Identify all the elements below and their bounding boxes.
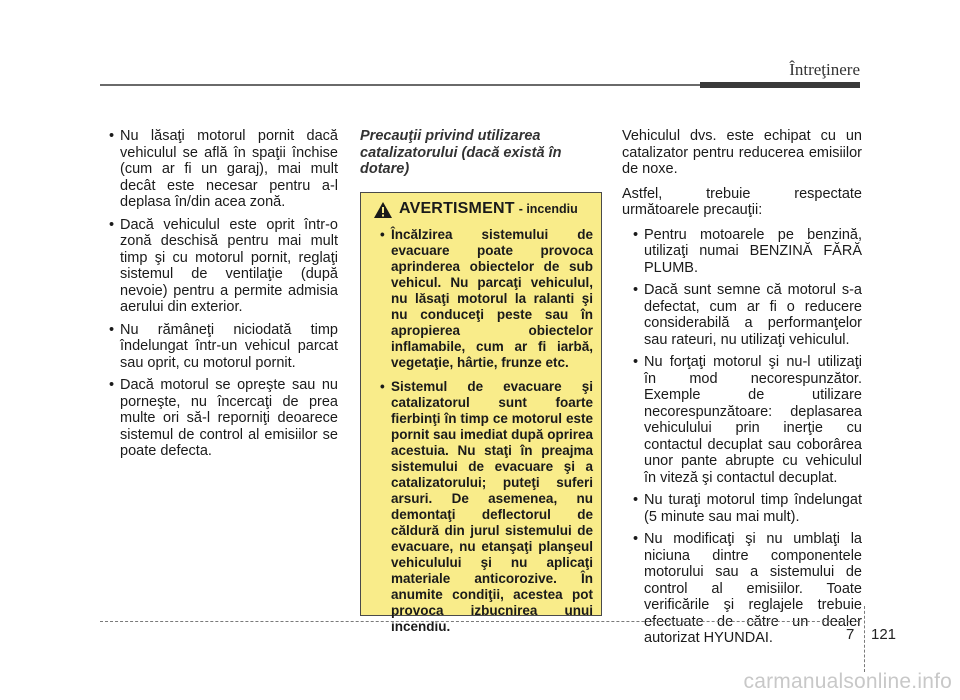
footer-rule <box>100 621 860 622</box>
warning-header <box>373 201 593 219</box>
section-subheading: Precauţii privind utilizarea catalizatorului (dacă există în dotare) <box>360 128 562 177</box>
list-item: • Nu lăsaţi motorul pornit dacă vehiculul se află în spaţii închise (cum ar fi un garaj), mai mult decât este necesar pentru a-l deplasa în/din acea zonă. <box>109 128 338 211</box>
header-rule <box>100 82 860 88</box>
header-rule-thick <box>700 82 860 88</box>
list-item: • Nu modificaţi şi nu umblaţi la niciuna dintre componentele motorului sau a sistemului de control al emisiilor. Toate verificările şi reglajele trebuie efectuate de către un dealer autorizat HYUNDAI. <box>633 531 862 647</box>
paragraph: Astfel, trebuie respectate următoarele precauţii: <box>622 185 862 218</box>
list-item: • Pentru motoarele pe benzină, utilizaţi numai BENZINĂ FĂRĂ PLUMB. <box>633 227 862 277</box>
warning-title: AVERTISMENT <box>399 200 515 218</box>
page-number: 121 <box>871 626 897 643</box>
paragraph: Vehiculul dvs. este echipat cu un catalizator pentru reducerea emisiilor de noxe. <box>622 128 862 177</box>
list-item: • Încălzirea sistemului de evacuare poate provoca aprinderea obiectelor de sub vehicul. Nu parcaţi vehiculul, nu lăsaţi motorul la ralanti şi nu conduceţi peste sau în apropierea obiectelor inflamabile, cum ar fi iarbă, vegetaţie, hârtie, frunze etc. <box>380 227 593 371</box>
bullet-list-left <box>98 128 338 460</box>
list-item: • Nu forţaţi motorul şi nu-l utilizaţi în mod necorespunzător. Exemple de utilizare necorespunzătoare: deplasarea vehiculului prin inerţie cu contactul decuplat sau coborârea unor pante abrupte cu vehiculul în viteză şi contactul decuplat. <box>633 354 862 486</box>
warning-bullet-list <box>369 227 593 635</box>
footer-divider <box>864 606 865 672</box>
column-middle <box>360 128 600 634</box>
list-item: • Dacă sunt semne că motorul s-a defectat, cum ar fi o reducere considerabilă a performanţelor sau rateuri, nu utilizaţi vehiculul. <box>633 282 862 348</box>
header-rule-thin <box>100 84 700 86</box>
warning-box <box>360 192 602 634</box>
list-item: • Sistemul de evacuare şi catalizatorul sunt foarte fierbinţi în timp ce motorul este pornit sau imediat după oprirea acestuia. Nu staţi în preajma sistemului de evacuare şi a catalizatorului; puteţi suferi arsuri. De asemenea, nu demontaţi deflectorul de căldură din jurul sistemului de evacuare, nu etanşaţi planşeul vehiculului şi nu aplicaţi materiale anticorozive. În anumite condiţii, acestea pot provoca izbucnirea unui incendiu. <box>380 379 593 635</box>
list-item: • Dacă motorul se opreşte sau nu porneşte, nu încercaţi de prea multe ori să-l reporniţi deoarece sistemul de control al emisiilor se poate defecta. <box>109 377 338 460</box>
column-left <box>98 128 338 466</box>
warning-triangle-icon <box>373 201 393 219</box>
column-right <box>622 128 862 653</box>
list-item: • Nu rămâneţi niciodată timp îndelungat într-un vehicul parcat sau oprit, cu motorul pornit. <box>109 322 338 372</box>
list-item: • Nu turaţi motorul timp îndelungat (5 minute sau mai mult). <box>633 492 862 525</box>
warning-subtitle: - incendiu <box>518 202 578 217</box>
chapter-number: 7 <box>846 626 855 643</box>
list-item: • Dacă vehiculul este oprit într-o zonă deschisă pentru mai mult timp şi cu motorul pornit, reglaţi sistemul de ventilaţie (după nevoie) pentru a permite admisia aerului din exterior. <box>109 217 338 316</box>
watermark: carmanualsonline.info <box>743 670 952 693</box>
bullet-list-right <box>622 227 862 647</box>
page-header-title: Întreţinere <box>789 60 860 79</box>
